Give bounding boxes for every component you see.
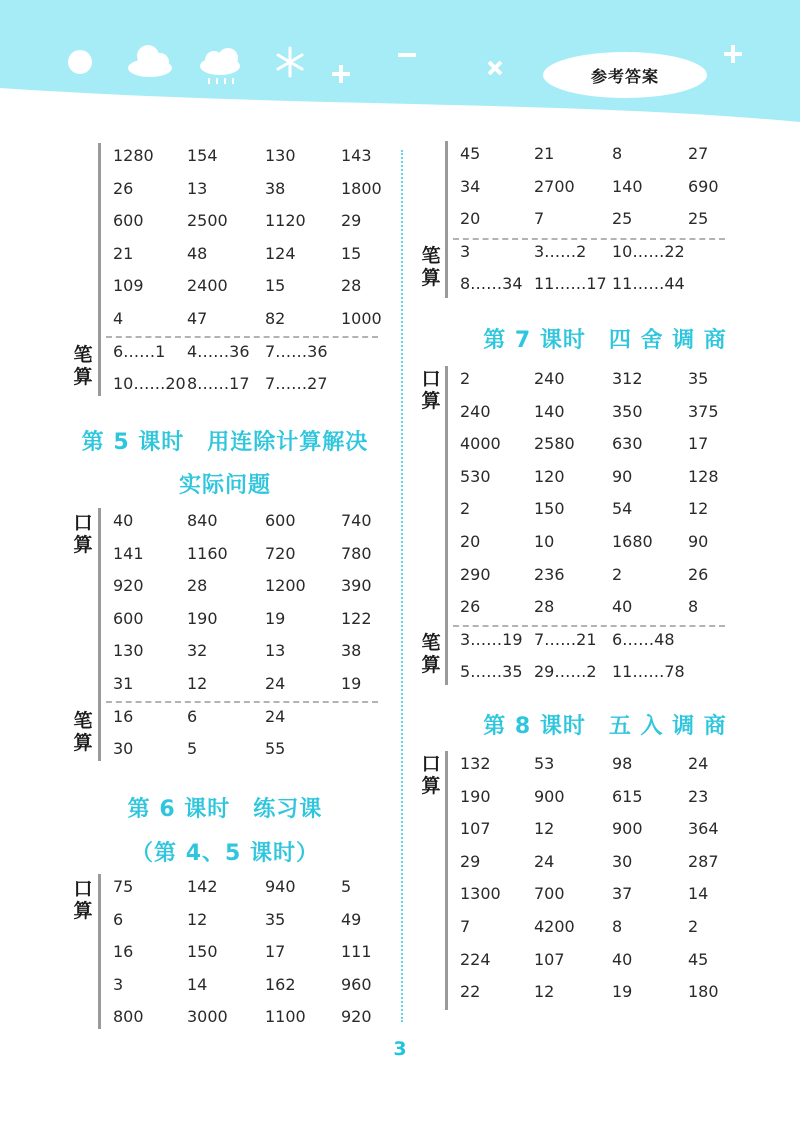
answer-cell: 14	[187, 974, 208, 994]
answer-row	[101, 1005, 377, 1029]
answer-cell: 25	[688, 209, 709, 229]
answer-cell: 27	[688, 144, 709, 163]
lesson6-title: 第 6 课时 练习课	[127, 797, 323, 822]
answer-row	[448, 497, 724, 521]
answer-cell: 8	[612, 144, 623, 163]
answer-cell: 190	[187, 608, 218, 628]
answer-cell: 11……17	[534, 274, 607, 294]
answer-cell: 20	[460, 209, 481, 229]
answer-cell: 7……36	[265, 341, 328, 361]
answer-cell: 140	[534, 401, 565, 421]
answer-cell: 8……17	[187, 374, 250, 394]
answer-cell: 600	[113, 211, 144, 231]
bisuan-label: 笔 算	[73, 710, 93, 754]
answer-cell: 190	[460, 786, 491, 806]
answer-cell: 10……20	[113, 374, 186, 394]
answer-cell: 740	[341, 511, 372, 530]
answer-cell: 3……2	[534, 241, 587, 261]
answer-cell: 8	[612, 917, 623, 936]
answer-cell: 600	[265, 511, 296, 530]
answer-cell: 3000	[187, 1007, 228, 1027]
answer-cell: 960	[341, 974, 372, 994]
answer-cell: 2	[612, 564, 623, 584]
answer-cell: 45	[688, 949, 709, 969]
answer-cell: 21	[534, 144, 555, 163]
answer-cell: 141	[113, 543, 144, 563]
bisuan-label: 笔 算	[73, 344, 93, 388]
answer-cell: 180	[688, 982, 719, 1002]
answer-cell: 530	[460, 466, 491, 486]
answer-cell: 45	[460, 144, 481, 163]
answers-block-5	[445, 366, 728, 685]
answer-cell: 12	[688, 499, 709, 519]
answer-cell: 17	[265, 942, 286, 962]
answer-cell: 17	[688, 434, 709, 454]
answer-cell: 7……27	[265, 374, 328, 394]
answer-cell: 800	[113, 1007, 144, 1027]
answer-row	[448, 175, 724, 199]
answer-row	[101, 274, 377, 298]
answer-cell: 287	[688, 851, 719, 871]
answer-row	[101, 973, 377, 997]
answer-cell: 48	[187, 243, 208, 263]
answer-cell: 900	[534, 786, 565, 806]
answer-row	[448, 207, 724, 231]
answer-cell: 90	[612, 466, 633, 486]
answer-cell: 920	[341, 1007, 372, 1027]
answer-row	[101, 144, 377, 168]
answer-cell: 840	[187, 511, 218, 530]
sun-icon	[68, 50, 92, 74]
answer-cell: 150	[187, 942, 218, 962]
answer-cell: 4200	[534, 917, 575, 936]
answer-cell: 132	[460, 754, 491, 773]
answer-cell: 111	[341, 942, 372, 962]
answer-cell: 22	[460, 982, 481, 1002]
answer-cell: 3	[460, 241, 471, 261]
answer-cell: 236	[534, 564, 565, 584]
answer-cell: 6……1	[113, 341, 166, 361]
answer-key-badge: 参考答案	[543, 52, 707, 98]
answer-cell: 13	[265, 641, 286, 661]
answer-cell: 1200	[265, 576, 306, 596]
answer-cell: 29	[341, 211, 362, 231]
answer-cell: 28	[187, 576, 208, 596]
answer-cell: 2	[460, 499, 471, 519]
answer-cell: 4000	[460, 434, 501, 454]
answer-cell: 26	[688, 564, 709, 584]
answer-row	[101, 509, 377, 533]
answer-cell: 5	[341, 877, 352, 896]
answer-row	[448, 272, 724, 296]
answer-cell: 2	[688, 917, 699, 936]
answer-cell: 107	[460, 819, 491, 839]
answer-cell: 224	[460, 949, 491, 969]
answer-cell: 900	[612, 819, 643, 839]
answers-block-4	[445, 141, 728, 298]
answer-cell: 1120	[265, 211, 306, 231]
answer-cell: 34	[460, 176, 481, 196]
dashed-separator	[453, 625, 725, 627]
answer-row	[101, 177, 382, 201]
answer-cell: 4	[113, 309, 124, 328]
answer-cell: 11……44	[612, 274, 685, 294]
answer-row	[448, 240, 724, 264]
lesson7-title: 第 7 课时 四 舍 调 商	[483, 328, 727, 353]
lesson5-subtitle: 实际问题	[178, 473, 271, 498]
answer-cell: 40	[612, 597, 633, 617]
answer-cell: 16	[113, 706, 134, 726]
answer-cell: 28	[534, 597, 555, 617]
answer-cell: 154	[187, 146, 218, 165]
answer-cell: 53	[534, 754, 555, 773]
answer-cell: 143	[341, 146, 372, 165]
answer-cell: 920	[113, 576, 144, 596]
answer-cell: 37	[612, 884, 633, 904]
answer-row	[101, 737, 377, 761]
answer-row	[101, 639, 377, 663]
answer-cell: 40	[612, 949, 633, 969]
answer-cell: 14	[688, 884, 709, 904]
answer-cell: 390	[341, 576, 372, 596]
answer-cell: 75	[113, 877, 134, 896]
answer-cell: 8	[688, 597, 699, 617]
answer-cell: 107	[534, 949, 565, 969]
lesson5-title: 第 5 课时 用连除计算解决	[81, 430, 369, 455]
answer-row	[448, 915, 724, 939]
answer-cell: 615	[612, 786, 643, 806]
answer-cell: 31	[113, 674, 134, 693]
answer-cell: 120	[534, 466, 565, 486]
answer-cell: 82	[265, 309, 286, 328]
column-divider	[401, 150, 403, 1022]
answer-row	[101, 307, 382, 331]
answer-cell: 11……78	[612, 662, 685, 682]
answer-cell: 24	[265, 674, 286, 693]
answer-cell: 1000	[341, 309, 382, 328]
answer-cell: 6……48	[612, 629, 675, 649]
answer-cell: 24	[534, 851, 555, 871]
page-number: 3	[393, 1038, 407, 1060]
answer-cell: 130	[265, 146, 296, 165]
answer-cell: 8……34	[460, 274, 523, 294]
answer-cell: 2	[460, 369, 471, 388]
answer-cell: 150	[534, 499, 565, 519]
answer-cell: 19	[265, 608, 286, 628]
answer-row	[448, 432, 724, 456]
kousuan-label: 口 算	[421, 753, 441, 797]
answer-row	[448, 882, 724, 906]
answer-cell: 2400	[187, 276, 228, 296]
answer-cell: 1160	[187, 543, 228, 563]
answer-cell: 7	[534, 209, 545, 229]
answer-cell: 4……36	[187, 341, 250, 361]
answer-cell: 690	[688, 176, 719, 196]
answer-cell: 25	[612, 209, 633, 229]
answer-cell: 10……22	[612, 241, 685, 261]
answers-block-3	[98, 874, 381, 1029]
answer-row	[448, 142, 724, 166]
answer-cell: 375	[688, 401, 719, 421]
answer-cell: 38	[265, 178, 286, 198]
answer-cell: 30	[113, 739, 134, 759]
dashed-separator	[106, 336, 378, 338]
answer-cell: 6	[187, 706, 198, 726]
answer-cell: 7……21	[534, 629, 597, 649]
answer-cell: 2500	[187, 211, 228, 231]
answer-row	[101, 209, 377, 233]
bisuan-label: 笔 算	[421, 245, 441, 289]
answer-cell: 1680	[612, 532, 653, 551]
answer-row	[448, 980, 724, 1004]
answer-row	[448, 530, 724, 554]
answer-cell: 240	[534, 369, 565, 388]
answer-row	[101, 940, 377, 964]
answer-cell: 7	[460, 917, 471, 936]
answer-cell: 940	[265, 877, 296, 896]
answer-cell: 20	[460, 532, 481, 551]
answer-cell: 35	[265, 909, 286, 929]
answer-cell: 98	[612, 754, 633, 773]
answer-row	[101, 542, 377, 566]
answer-cell: 40	[113, 511, 134, 530]
answer-row	[101, 340, 377, 364]
answer-cell: 5	[187, 739, 198, 759]
answer-cell: 600	[113, 608, 144, 628]
answer-row	[448, 850, 724, 874]
answer-cell: 30	[612, 851, 633, 871]
answer-cell: 24	[265, 706, 286, 726]
answer-cell: 23	[688, 786, 709, 806]
answer-cell: 21	[113, 243, 134, 263]
answer-cell: 24	[688, 754, 709, 773]
answer-row	[101, 242, 377, 266]
answer-cell: 19	[612, 982, 633, 1002]
answer-cell: 350	[612, 401, 643, 421]
answer-cell: 6	[113, 909, 124, 929]
answer-cell: 780	[341, 543, 372, 563]
answer-cell: 49	[341, 909, 362, 929]
answer-cell: 128	[688, 466, 719, 486]
kousuan-label: 口 算	[73, 878, 93, 922]
answer-cell: 32	[187, 641, 208, 661]
answer-row	[101, 372, 377, 396]
answer-row	[448, 400, 724, 424]
answer-row	[101, 607, 377, 631]
answer-cell: 12	[534, 982, 555, 1002]
dashed-separator	[106, 701, 378, 703]
answer-cell: 10	[534, 532, 555, 551]
answer-cell: 122	[341, 608, 372, 628]
answer-cell: 1800	[341, 178, 382, 198]
answer-row	[448, 660, 724, 684]
answer-cell: 364	[688, 819, 719, 839]
answer-cell: 162	[265, 974, 296, 994]
answer-row	[101, 672, 377, 696]
answer-row	[101, 574, 377, 598]
answer-cell: 140	[612, 176, 643, 196]
answer-cell: 2700	[534, 176, 575, 196]
answer-cell: 15	[341, 243, 362, 263]
answer-cell: 12	[187, 674, 208, 693]
answer-row	[448, 595, 724, 619]
answer-cell: 38	[341, 641, 362, 661]
kousuan-label: 口 算	[73, 512, 93, 556]
answer-cell: 19	[341, 674, 362, 693]
answer-cell: 16	[113, 942, 134, 962]
answer-cell: 142	[187, 877, 218, 896]
answers-block-2	[98, 508, 381, 761]
answers-block-6	[445, 751, 728, 1010]
bisuan-label: 笔 算	[421, 632, 441, 676]
lesson6-subtitle: （第 4、5 课时）	[131, 841, 319, 866]
answer-row	[448, 465, 724, 489]
answer-cell: 124	[265, 243, 296, 263]
answer-cell: 35	[688, 369, 709, 388]
answer-cell: 130	[113, 641, 144, 661]
answer-cell: 109	[113, 276, 144, 296]
answer-cell: 29……2	[534, 662, 597, 682]
answer-cell: 90	[688, 532, 709, 551]
answer-cell: 3……19	[460, 629, 523, 649]
answer-row	[448, 367, 724, 391]
answer-row	[101, 875, 377, 899]
answer-cell: 15	[265, 276, 286, 296]
answer-cell: 290	[460, 564, 491, 584]
answer-cell: 26	[460, 597, 481, 617]
answer-cell: 12	[534, 819, 555, 839]
answer-cell: 28	[341, 276, 362, 296]
answer-cell: 2580	[534, 434, 575, 454]
answer-cell: 55	[265, 739, 286, 759]
answer-cell: 1100	[265, 1007, 306, 1027]
answer-cell: 54	[612, 499, 633, 519]
answer-cell: 240	[460, 401, 491, 421]
answer-cell: 29	[460, 851, 481, 871]
answer-cell: 312	[612, 369, 643, 388]
answer-cell: 5……35	[460, 662, 523, 682]
answer-cell: 12	[187, 909, 208, 929]
kousuan-label: 口 算	[421, 368, 441, 412]
answer-cell: 47	[187, 309, 208, 328]
answer-row	[448, 785, 724, 809]
answer-cell: 26	[113, 178, 134, 198]
answer-cell: 630	[612, 434, 643, 454]
answer-cell: 1300	[460, 884, 501, 904]
answer-row	[448, 752, 724, 776]
answer-cell: 720	[265, 543, 296, 563]
answer-row	[448, 628, 724, 652]
answer-cell: 1280	[113, 146, 154, 165]
answer-row	[448, 817, 724, 841]
answer-cell: 3	[113, 974, 124, 994]
answer-cell: 700	[534, 884, 565, 904]
lesson8-title: 第 8 课时 五 入 调 商	[483, 714, 727, 739]
answers-block-1	[98, 143, 381, 396]
answer-row	[448, 948, 724, 972]
answer-row	[101, 908, 377, 932]
answer-row	[101, 705, 377, 729]
answer-row	[448, 563, 724, 587]
answer-cell: 13	[187, 178, 208, 198]
